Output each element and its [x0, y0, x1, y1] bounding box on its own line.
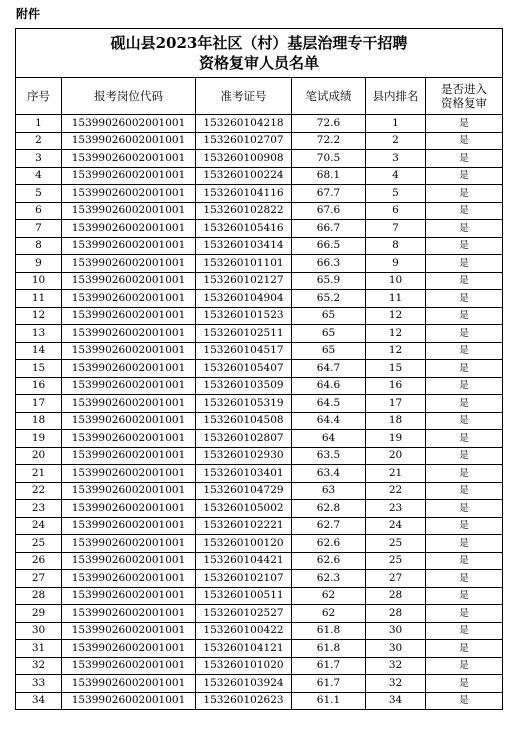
cell-seq: 5 — [16, 185, 62, 203]
cell-qualified: 是 — [426, 395, 503, 413]
cell-rank: 21 — [366, 465, 426, 483]
cell-rank: 22 — [366, 482, 426, 500]
cell-rank: 6 — [366, 202, 426, 220]
cell-rank: 27 — [366, 570, 426, 588]
cell-ticket-no: 153260102822 — [196, 202, 292, 220]
cell-score: 62 — [292, 587, 366, 605]
cell-qualified: 是 — [426, 360, 503, 378]
cell-ticket-no: 153260100511 — [196, 587, 292, 605]
cell-position-code: 15399026002001001 — [62, 657, 196, 675]
cell-seq: 29 — [16, 605, 62, 623]
table-row — [16, 605, 503, 623]
cell-ticket-no: 153260100224 — [196, 167, 292, 185]
cell-score: 64.4 — [292, 412, 366, 430]
cell-score: 70.5 — [292, 150, 366, 168]
cell-rank: 11 — [366, 290, 426, 308]
cell-qualified: 是 — [426, 552, 503, 570]
cell-score: 62.7 — [292, 517, 366, 535]
table-row — [16, 412, 503, 430]
cell-score: 61.8 — [292, 640, 366, 658]
cell-position-code: 15399026002001001 — [62, 237, 196, 255]
cell-score: 62.6 — [292, 535, 366, 553]
cell-position-code: 15399026002001001 — [62, 325, 196, 343]
table-row — [16, 290, 503, 308]
cell-score: 62.3 — [292, 570, 366, 588]
table-row — [16, 272, 503, 290]
cell-ticket-no: 153260102930 — [196, 447, 292, 465]
cell-score: 64.5 — [292, 395, 366, 413]
cell-position-code: 15399026002001001 — [62, 377, 196, 395]
cell-seq: 31 — [16, 640, 62, 658]
cell-qualified: 是 — [426, 692, 503, 710]
cell-position-code: 15399026002001001 — [62, 465, 196, 483]
cell-qualified: 是 — [426, 465, 503, 483]
cell-position-code: 15399026002001001 — [62, 552, 196, 570]
cell-score: 62 — [292, 605, 366, 623]
cell-rank: 2 — [366, 132, 426, 150]
cell-ticket-no: 153260104218 — [196, 115, 292, 133]
cell-qualified: 是 — [426, 115, 503, 133]
table-row — [16, 587, 503, 605]
table-row — [16, 500, 503, 518]
cell-position-code: 15399026002001001 — [62, 412, 196, 430]
cell-position-code: 15399026002001001 — [62, 640, 196, 658]
cell-rank: 25 — [366, 552, 426, 570]
cell-seq: 13 — [16, 325, 62, 343]
cell-score: 66.3 — [292, 255, 366, 273]
cell-score: 62.6 — [292, 552, 366, 570]
attachment-label: 附件 — [16, 7, 41, 21]
cell-seq: 11 — [16, 290, 62, 308]
cell-score: 64.7 — [292, 360, 366, 378]
cell-ticket-no: 153260102623 — [196, 692, 292, 710]
table-row — [16, 675, 503, 693]
table-row — [16, 377, 503, 395]
cell-rank: 7 — [366, 220, 426, 238]
cell-qualified: 是 — [426, 587, 503, 605]
cell-score: 63.5 — [292, 447, 366, 465]
cell-rank: 4 — [366, 167, 426, 185]
cell-score: 72.2 — [292, 132, 366, 150]
table-row — [16, 325, 503, 343]
cell-score: 61.8 — [292, 622, 366, 640]
table-row — [16, 185, 503, 203]
header-rank: 县内排名 — [366, 78, 426, 115]
cell-qualified: 是 — [426, 377, 503, 395]
table-row — [16, 552, 503, 570]
header-ticket-no: 准考证号 — [196, 78, 292, 115]
cell-rank: 9 — [366, 255, 426, 273]
table-row — [16, 255, 503, 273]
table-header-row — [16, 78, 503, 115]
cell-seq: 27 — [16, 570, 62, 588]
header-score: 笔试成绩 — [292, 78, 366, 115]
cell-position-code: 15399026002001001 — [62, 622, 196, 640]
cell-rank: 8 — [366, 237, 426, 255]
cell-ticket-no: 153260102527 — [196, 605, 292, 623]
cell-rank: 28 — [366, 605, 426, 623]
cell-rank: 12 — [366, 325, 426, 343]
cell-rank: 34 — [366, 692, 426, 710]
cell-ticket-no: 153260104121 — [196, 640, 292, 658]
cell-seq: 6 — [16, 202, 62, 220]
header-position-code: 报考岗位代码 — [62, 78, 196, 115]
cell-qualified: 是 — [426, 255, 503, 273]
table-row — [16, 342, 503, 360]
cell-qualified: 是 — [426, 412, 503, 430]
table-row — [16, 535, 503, 553]
table-row — [16, 307, 503, 325]
cell-qualified: 是 — [426, 325, 503, 343]
cell-qualified: 是 — [426, 342, 503, 360]
cell-qualified: 是 — [426, 535, 503, 553]
cell-qualified: 是 — [426, 272, 503, 290]
cell-ticket-no: 153260102107 — [196, 570, 292, 588]
cell-seq: 17 — [16, 395, 62, 413]
cell-qualified: 是 — [426, 167, 503, 185]
cell-rank: 25 — [366, 535, 426, 553]
cell-position-code: 15399026002001001 — [62, 167, 196, 185]
cell-position-code: 15399026002001001 — [62, 115, 196, 133]
cell-qualified: 是 — [426, 132, 503, 150]
document-title — [16, 29, 503, 78]
cell-score: 65 — [292, 307, 366, 325]
cell-position-code: 15399026002001001 — [62, 132, 196, 150]
cell-position-code: 15399026002001001 — [62, 675, 196, 693]
cell-position-code: 15399026002001001 — [62, 430, 196, 448]
cell-score: 66.5 — [292, 237, 366, 255]
cell-rank: 32 — [366, 657, 426, 675]
cell-ticket-no: 153260101101 — [196, 255, 292, 273]
cell-ticket-no: 153260103401 — [196, 465, 292, 483]
cell-score: 63 — [292, 482, 366, 500]
cell-rank: 12 — [366, 307, 426, 325]
cell-rank: 19 — [366, 430, 426, 448]
cell-seq: 20 — [16, 447, 62, 465]
cell-position-code: 15399026002001001 — [62, 255, 196, 273]
table-row — [16, 237, 503, 255]
cell-position-code: 15399026002001001 — [62, 570, 196, 588]
cell-rank: 18 — [366, 412, 426, 430]
cell-qualified: 是 — [426, 640, 503, 658]
cell-ticket-no: 153260101020 — [196, 657, 292, 675]
cell-qualified: 是 — [426, 517, 503, 535]
cell-rank: 3 — [366, 150, 426, 168]
cell-position-code: 15399026002001001 — [62, 692, 196, 710]
table-row — [16, 465, 503, 483]
cell-seq: 23 — [16, 500, 62, 518]
table-row — [16, 517, 503, 535]
cell-score: 65 — [292, 342, 366, 360]
table-row — [16, 430, 503, 448]
cell-rank: 30 — [366, 622, 426, 640]
cell-rank: 5 — [366, 185, 426, 203]
cell-score: 65.9 — [292, 272, 366, 290]
cell-ticket-no: 153260105416 — [196, 220, 292, 238]
cell-score: 64 — [292, 430, 366, 448]
cell-seq: 12 — [16, 307, 62, 325]
table-row — [16, 150, 503, 168]
cell-position-code: 15399026002001001 — [62, 272, 196, 290]
cell-rank: 32 — [366, 675, 426, 693]
cell-qualified: 是 — [426, 657, 503, 675]
cell-seq: 22 — [16, 482, 62, 500]
table-row — [16, 395, 503, 413]
cell-position-code: 15399026002001001 — [62, 342, 196, 360]
cell-seq: 14 — [16, 342, 62, 360]
cell-seq: 19 — [16, 430, 62, 448]
cell-seq: 26 — [16, 552, 62, 570]
cell-seq: 16 — [16, 377, 62, 395]
cell-score: 61.7 — [292, 657, 366, 675]
cell-position-code: 15399026002001001 — [62, 535, 196, 553]
cell-seq: 7 — [16, 220, 62, 238]
cell-score: 61.1 — [292, 692, 366, 710]
header-qualified — [426, 78, 503, 115]
cell-seq: 24 — [16, 517, 62, 535]
cell-seq: 32 — [16, 657, 62, 675]
header-qualified-line-2: 资格复审 — [441, 96, 487, 110]
cell-ticket-no: 153260101523 — [196, 307, 292, 325]
cell-ticket-no: 153260103414 — [196, 237, 292, 255]
cell-rank: 24 — [366, 517, 426, 535]
cell-position-code: 15399026002001001 — [62, 395, 196, 413]
cell-seq: 33 — [16, 675, 62, 693]
cell-position-code: 15399026002001001 — [62, 220, 196, 238]
cell-position-code: 15399026002001001 — [62, 150, 196, 168]
cell-ticket-no: 153260104904 — [196, 290, 292, 308]
header-qualified-line-1: 是否进入 — [441, 82, 487, 96]
title-line-2: 资格复审人员名单 — [198, 54, 319, 72]
cell-qualified: 是 — [426, 605, 503, 623]
cell-qualified: 是 — [426, 202, 503, 220]
cell-seq: 4 — [16, 167, 62, 185]
cell-seq: 21 — [16, 465, 62, 483]
cell-position-code: 15399026002001001 — [62, 360, 196, 378]
cell-score: 65 — [292, 325, 366, 343]
title-line-1: 砚山县2023年社区（村）基层治理专干招聘 — [110, 34, 408, 52]
table-row — [16, 657, 503, 675]
table-row — [16, 447, 503, 465]
cell-ticket-no: 153260100120 — [196, 535, 292, 553]
cell-score: 61.7 — [292, 675, 366, 693]
cell-position-code: 15399026002001001 — [62, 500, 196, 518]
cell-ticket-no: 153260105319 — [196, 395, 292, 413]
cell-seq: 15 — [16, 360, 62, 378]
cell-qualified: 是 — [426, 220, 503, 238]
cell-qualified: 是 — [426, 570, 503, 588]
cell-rank: 30 — [366, 640, 426, 658]
table-row — [16, 360, 503, 378]
cell-position-code: 15399026002001001 — [62, 185, 196, 203]
table-body — [16, 115, 503, 710]
cell-rank: 23 — [366, 500, 426, 518]
table-row — [16, 115, 503, 133]
cell-seq: 25 — [16, 535, 62, 553]
cell-ticket-no: 153260102221 — [196, 517, 292, 535]
cell-position-code: 15399026002001001 — [62, 307, 196, 325]
cell-score: 72.6 — [292, 115, 366, 133]
cell-score: 62.8 — [292, 500, 366, 518]
cell-position-code: 15399026002001001 — [62, 447, 196, 465]
cell-qualified: 是 — [426, 307, 503, 325]
cell-ticket-no: 153260103924 — [196, 675, 292, 693]
table-row — [16, 167, 503, 185]
cell-ticket-no: 153260102707 — [196, 132, 292, 150]
cell-qualified: 是 — [426, 185, 503, 203]
cell-seq: 8 — [16, 237, 62, 255]
cell-rank: 10 — [366, 272, 426, 290]
cell-qualified: 是 — [426, 482, 503, 500]
table-row — [16, 570, 503, 588]
cell-position-code: 15399026002001001 — [62, 202, 196, 220]
table-row — [16, 640, 503, 658]
cell-ticket-no: 153260105002 — [196, 500, 292, 518]
cell-score: 63.4 — [292, 465, 366, 483]
cell-ticket-no: 153260104421 — [196, 552, 292, 570]
table-row — [16, 622, 503, 640]
cell-qualified: 是 — [426, 237, 503, 255]
cell-position-code: 15399026002001001 — [62, 587, 196, 605]
cell-position-code: 15399026002001001 — [62, 605, 196, 623]
cell-rank: 20 — [366, 447, 426, 465]
cell-rank: 28 — [366, 587, 426, 605]
cell-qualified: 是 — [426, 447, 503, 465]
cell-ticket-no: 153260102127 — [196, 272, 292, 290]
cell-seq: 10 — [16, 272, 62, 290]
cell-ticket-no: 153260102511 — [196, 325, 292, 343]
cell-seq: 34 — [16, 692, 62, 710]
cell-rank: 17 — [366, 395, 426, 413]
cell-qualified: 是 — [426, 430, 503, 448]
table-row — [16, 220, 503, 238]
qualification-review-table — [15, 28, 503, 710]
cell-rank: 16 — [366, 377, 426, 395]
cell-qualified: 是 — [426, 500, 503, 518]
cell-seq: 9 — [16, 255, 62, 273]
cell-qualified: 是 — [426, 150, 503, 168]
cell-seq: 3 — [16, 150, 62, 168]
cell-ticket-no: 153260105407 — [196, 360, 292, 378]
cell-seq: 1 — [16, 115, 62, 133]
cell-ticket-no: 153260104116 — [196, 185, 292, 203]
cell-seq: 28 — [16, 587, 62, 605]
cell-ticket-no: 153260104729 — [196, 482, 292, 500]
table-row — [16, 132, 503, 150]
cell-score: 67.7 — [292, 185, 366, 203]
cell-ticket-no: 153260104517 — [196, 342, 292, 360]
cell-score: 64.6 — [292, 377, 366, 395]
cell-score: 65.2 — [292, 290, 366, 308]
cell-ticket-no: 153260102807 — [196, 430, 292, 448]
cell-position-code: 15399026002001001 — [62, 290, 196, 308]
cell-rank: 1 — [366, 115, 426, 133]
cell-seq: 18 — [16, 412, 62, 430]
cell-seq: 2 — [16, 132, 62, 150]
cell-qualified: 是 — [426, 290, 503, 308]
cell-ticket-no: 153260100908 — [196, 150, 292, 168]
cell-ticket-no: 153260104508 — [196, 412, 292, 430]
cell-score: 66.7 — [292, 220, 366, 238]
header-seq: 序号 — [16, 78, 62, 115]
table-row — [16, 202, 503, 220]
cell-qualified: 是 — [426, 675, 503, 693]
cell-seq: 30 — [16, 622, 62, 640]
cell-rank: 15 — [366, 360, 426, 378]
cell-position-code: 15399026002001001 — [62, 482, 196, 500]
cell-qualified: 是 — [426, 622, 503, 640]
table-row — [16, 482, 503, 500]
cell-ticket-no: 153260103509 — [196, 377, 292, 395]
cell-score: 68.1 — [292, 167, 366, 185]
cell-rank: 12 — [366, 342, 426, 360]
cell-position-code: 15399026002001001 — [62, 517, 196, 535]
cell-ticket-no: 153260100422 — [196, 622, 292, 640]
cell-score: 67.6 — [292, 202, 366, 220]
table-row — [16, 692, 503, 710]
